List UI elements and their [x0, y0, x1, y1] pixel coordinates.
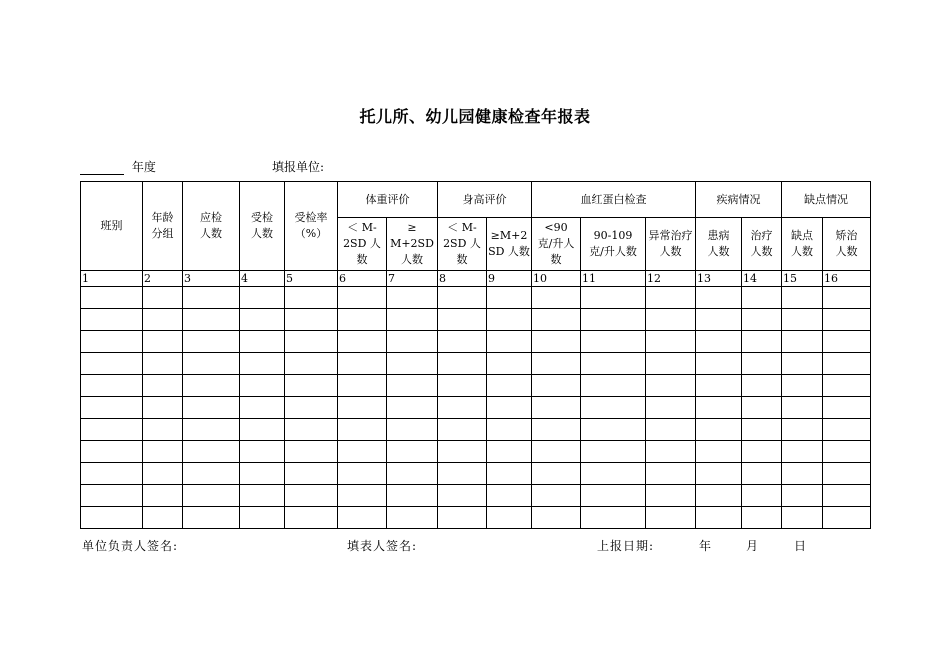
column-index-9: 9	[487, 271, 532, 287]
table-cell[interactable]	[646, 419, 696, 441]
table-row	[81, 397, 871, 419]
date-month-label: 月	[746, 539, 760, 553]
table-cell[interactable]	[532, 287, 581, 309]
table-cell[interactable]	[338, 375, 387, 397]
table-cell[interactable]	[240, 463, 285, 485]
table-cell[interactable]	[532, 507, 581, 529]
weight-high-header: ≥ M+2SD 人数	[387, 218, 438, 271]
table-cell[interactable]	[696, 309, 742, 331]
table-cell[interactable]	[338, 419, 387, 441]
column-index-1: 1	[81, 271, 143, 287]
table-cell[interactable]	[823, 375, 871, 397]
table-cell[interactable]	[487, 331, 532, 353]
table-cell[interactable]	[782, 441, 823, 463]
table-cell[interactable]	[532, 441, 581, 463]
table-cell[interactable]	[581, 463, 646, 485]
col-age-header: 年龄分组	[143, 182, 183, 271]
table-cell[interactable]	[532, 463, 581, 485]
table-cell[interactable]	[782, 397, 823, 419]
table-cell[interactable]	[823, 353, 871, 375]
table-cell[interactable]	[782, 353, 823, 375]
column-index-5: 5	[285, 271, 338, 287]
table-cell[interactable]	[581, 375, 646, 397]
table-cell[interactable]	[823, 397, 871, 419]
height-high-header: ≥M+2SD 人数	[487, 218, 532, 271]
table-cell[interactable]	[696, 287, 742, 309]
table-row	[81, 309, 871, 331]
table-cell[interactable]	[81, 375, 143, 397]
table-cell[interactable]	[696, 463, 742, 485]
table-row	[81, 419, 871, 441]
table-cell[interactable]	[782, 375, 823, 397]
table-row	[81, 287, 871, 309]
table-cell[interactable]	[581, 419, 646, 441]
disease-treat-header: 治疗人数	[742, 218, 782, 271]
table-cell[interactable]	[240, 397, 285, 419]
table-cell[interactable]	[81, 309, 143, 331]
table-cell[interactable]	[183, 331, 240, 353]
table-cell[interactable]	[438, 309, 487, 331]
table-cell[interactable]	[696, 441, 742, 463]
table-cell[interactable]	[742, 397, 782, 419]
report-title: 托儿所、幼儿园健康检查年报表	[359, 107, 591, 126]
table-cell[interactable]	[240, 331, 285, 353]
table-cell[interactable]	[338, 397, 387, 419]
table-cell[interactable]	[487, 485, 532, 507]
health-check-table	[80, 181, 871, 529]
table-cell[interactable]	[782, 287, 823, 309]
column-index-10: 10	[532, 271, 581, 287]
table-cell[interactable]	[742, 485, 782, 507]
table-row	[81, 463, 871, 485]
year-field	[80, 158, 156, 175]
defect-fix-header: 矫治人数	[823, 218, 871, 271]
director-signature-label: 单位负责人签名:	[82, 539, 179, 553]
table-cell[interactable]	[387, 287, 438, 309]
table-cell[interactable]	[438, 353, 487, 375]
table-cell[interactable]	[532, 375, 581, 397]
table-cell[interactable]	[823, 485, 871, 507]
table-cell[interactable]	[487, 507, 532, 529]
defect-group-header: 缺点情况	[782, 182, 871, 218]
table-cell[interactable]	[438, 375, 487, 397]
column-index-8: 8	[438, 271, 487, 287]
table-cell[interactable]	[338, 331, 387, 353]
table-cell[interactable]	[646, 485, 696, 507]
table-row	[81, 441, 871, 463]
column-index-15: 15	[782, 271, 823, 287]
table-row	[81, 485, 871, 507]
table-cell[interactable]	[81, 331, 143, 353]
table-cell[interactable]	[285, 485, 338, 507]
column-index-12: 12	[646, 271, 696, 287]
height-group-header: 身高评价	[438, 182, 532, 218]
table-cell[interactable]	[183, 287, 240, 309]
table-cell[interactable]	[285, 507, 338, 529]
table-cell[interactable]	[487, 441, 532, 463]
table-cell[interactable]	[646, 507, 696, 529]
table-cell[interactable]	[143, 375, 183, 397]
table-cell[interactable]	[143, 331, 183, 353]
disease-sick-header: 患病人数	[696, 218, 742, 271]
table-cell[interactable]	[438, 463, 487, 485]
table-cell[interactable]	[487, 463, 532, 485]
table-cell[interactable]	[823, 419, 871, 441]
table-cell[interactable]	[387, 485, 438, 507]
table-cell[interactable]	[285, 397, 338, 419]
table-cell[interactable]	[387, 419, 438, 441]
column-index-row	[81, 271, 871, 287]
table-cell[interactable]	[240, 375, 285, 397]
table-cell[interactable]	[782, 419, 823, 441]
table-cell[interactable]	[143, 441, 183, 463]
year-label: 年度	[131, 160, 156, 174]
table-cell[interactable]	[696, 397, 742, 419]
table-row	[81, 331, 871, 353]
column-index-2: 2	[143, 271, 183, 287]
report-date-label: 上报日期:	[597, 539, 655, 553]
table-cell[interactable]	[285, 309, 338, 331]
table-cell[interactable]	[338, 463, 387, 485]
hemoglobin-group-header: 血红蛋白检查	[532, 182, 696, 218]
table-cell[interactable]	[696, 419, 742, 441]
table-cell[interactable]	[143, 309, 183, 331]
table-cell[interactable]	[438, 287, 487, 309]
table-cell[interactable]	[532, 353, 581, 375]
table-cell[interactable]	[742, 287, 782, 309]
table-cell[interactable]	[581, 353, 646, 375]
table-cell[interactable]	[387, 353, 438, 375]
table-cell[interactable]	[240, 287, 285, 309]
table-cell[interactable]	[240, 507, 285, 529]
table-cell[interactable]	[183, 507, 240, 529]
table-cell[interactable]	[742, 353, 782, 375]
table-cell[interactable]	[183, 485, 240, 507]
column-index-16: 16	[823, 271, 871, 287]
table-cell[interactable]	[532, 485, 581, 507]
table-cell[interactable]	[438, 331, 487, 353]
table-cell[interactable]	[81, 287, 143, 309]
year-blank-line[interactable]	[80, 162, 124, 175]
date-day-label: 日	[794, 539, 808, 553]
table-cell[interactable]	[696, 331, 742, 353]
table-cell[interactable]	[581, 441, 646, 463]
table-row	[81, 507, 871, 529]
table-cell[interactable]	[183, 353, 240, 375]
table-cell[interactable]	[742, 331, 782, 353]
column-index-11: 11	[581, 271, 646, 287]
table-cell[interactable]	[183, 309, 240, 331]
table-cell[interactable]	[387, 331, 438, 353]
table-cell[interactable]	[183, 441, 240, 463]
table-cell[interactable]	[823, 331, 871, 353]
table-cell[interactable]	[742, 419, 782, 441]
table-cell[interactable]	[487, 397, 532, 419]
table-cell[interactable]	[81, 441, 143, 463]
table-cell[interactable]	[387, 375, 438, 397]
table-cell[interactable]	[438, 397, 487, 419]
header-row-1	[81, 182, 871, 218]
table-cell[interactable]	[285, 419, 338, 441]
table-cell[interactable]	[696, 485, 742, 507]
table-cell[interactable]	[338, 507, 387, 529]
table-cell[interactable]	[438, 507, 487, 529]
defect-count-header: 缺点人数	[782, 218, 823, 271]
col-should-header: 应检人数	[183, 182, 240, 271]
table-cell[interactable]	[285, 441, 338, 463]
table-cell[interactable]	[646, 309, 696, 331]
weight-low-header: ＜ M-2SD 人数	[338, 218, 387, 271]
table-cell[interactable]	[143, 485, 183, 507]
table-cell[interactable]	[742, 463, 782, 485]
table-cell[interactable]	[581, 397, 646, 419]
height-low-header: ＜ M-2SD 人数	[438, 218, 487, 271]
table-cell[interactable]	[581, 287, 646, 309]
table-cell[interactable]	[285, 287, 338, 309]
table-cell[interactable]	[696, 375, 742, 397]
table-cell[interactable]	[532, 397, 581, 419]
disease-group-header: 疾病情况	[696, 182, 782, 218]
table-cell[interactable]	[240, 309, 285, 331]
table-cell[interactable]	[487, 309, 532, 331]
table-cell[interactable]	[143, 287, 183, 309]
table-cell[interactable]	[338, 485, 387, 507]
table-cell[interactable]	[183, 375, 240, 397]
table-cell[interactable]	[646, 353, 696, 375]
table-cell[interactable]	[782, 331, 823, 353]
table-cell[interactable]	[487, 419, 532, 441]
table-cell[interactable]	[338, 353, 387, 375]
table-cell[interactable]	[646, 463, 696, 485]
table-cell[interactable]	[81, 397, 143, 419]
table-cell[interactable]	[183, 397, 240, 419]
col-rate-header: 受检率（%）	[285, 182, 338, 271]
table-cell[interactable]	[782, 485, 823, 507]
table-cell[interactable]	[81, 353, 143, 375]
table-cell[interactable]	[742, 507, 782, 529]
table-cell[interactable]	[438, 485, 487, 507]
table-cell[interactable]	[696, 353, 742, 375]
table-cell[interactable]	[285, 463, 338, 485]
table-cell[interactable]	[581, 507, 646, 529]
table-cell[interactable]	[823, 309, 871, 331]
table-cell[interactable]	[338, 309, 387, 331]
table-cell[interactable]	[285, 353, 338, 375]
data-rows	[81, 287, 871, 529]
col-class-header: 班别	[81, 182, 143, 271]
table-cell[interactable]	[285, 375, 338, 397]
table-row	[81, 375, 871, 397]
column-index-13: 13	[696, 271, 742, 287]
hb-low-header: <90 克/升人数	[532, 218, 581, 271]
table-cell[interactable]	[387, 397, 438, 419]
table-cell[interactable]	[338, 441, 387, 463]
table-cell[interactable]	[742, 309, 782, 331]
table-cell[interactable]	[646, 397, 696, 419]
table-cell[interactable]	[581, 485, 646, 507]
filler-signature-label: 填表人签名:	[347, 539, 418, 553]
column-index-4: 4	[240, 271, 285, 287]
column-index-3: 3	[183, 271, 240, 287]
table-cell[interactable]	[532, 309, 581, 331]
table-cell[interactable]	[81, 419, 143, 441]
table-cell[interactable]	[742, 441, 782, 463]
table-cell[interactable]	[782, 507, 823, 529]
table-cell[interactable]	[143, 353, 183, 375]
table-cell[interactable]	[387, 463, 438, 485]
weight-group-header: 体重评价	[338, 182, 438, 218]
column-index-14: 14	[742, 271, 782, 287]
table-cell[interactable]	[487, 375, 532, 397]
column-index-7: 7	[387, 271, 438, 287]
col-checked-header: 受检人数	[240, 182, 285, 271]
table-cell[interactable]	[81, 507, 143, 529]
table-cell[interactable]	[782, 463, 823, 485]
table-cell[interactable]	[646, 331, 696, 353]
table-cell[interactable]	[143, 463, 183, 485]
hb-mid-header: 90-109 克/升人数	[581, 218, 646, 271]
table-cell[interactable]	[183, 463, 240, 485]
table-cell[interactable]	[143, 397, 183, 419]
column-index-6: 6	[338, 271, 387, 287]
table-cell[interactable]	[438, 419, 487, 441]
table-cell[interactable]	[338, 287, 387, 309]
table-cell[interactable]	[823, 507, 871, 529]
table-cell[interactable]	[532, 331, 581, 353]
table-cell[interactable]	[782, 309, 823, 331]
table-cell[interactable]	[581, 331, 646, 353]
table-cell[interactable]	[81, 463, 143, 485]
table-cell[interactable]	[240, 441, 285, 463]
table-cell[interactable]	[646, 441, 696, 463]
unit-label: 填报单位:	[272, 160, 325, 174]
table-cell[interactable]	[823, 441, 871, 463]
table-cell[interactable]	[387, 507, 438, 529]
table-row	[81, 353, 871, 375]
table-cell[interactable]	[646, 375, 696, 397]
table-cell[interactable]	[487, 287, 532, 309]
table-cell[interactable]	[438, 441, 487, 463]
table-cell[interactable]	[143, 419, 183, 441]
table-cell[interactable]	[387, 309, 438, 331]
table-cell[interactable]	[646, 287, 696, 309]
table-cell[interactable]	[581, 309, 646, 331]
table-cell[interactable]	[285, 331, 338, 353]
table-cell[interactable]	[487, 353, 532, 375]
table-cell[interactable]	[240, 353, 285, 375]
table-cell[interactable]	[696, 507, 742, 529]
hb-treat-header: 异常治疗人数	[646, 218, 696, 271]
table-cell[interactable]	[823, 287, 871, 309]
table-cell[interactable]	[823, 463, 871, 485]
table-cell[interactable]	[240, 485, 285, 507]
table-cell[interactable]	[81, 485, 143, 507]
table-cell[interactable]	[240, 419, 285, 441]
table-cell[interactable]	[387, 441, 438, 463]
table-cell[interactable]	[742, 375, 782, 397]
table-cell[interactable]	[183, 419, 240, 441]
table-cell[interactable]	[143, 507, 183, 529]
date-year-label: 年	[699, 539, 713, 553]
table-cell[interactable]	[532, 419, 581, 441]
